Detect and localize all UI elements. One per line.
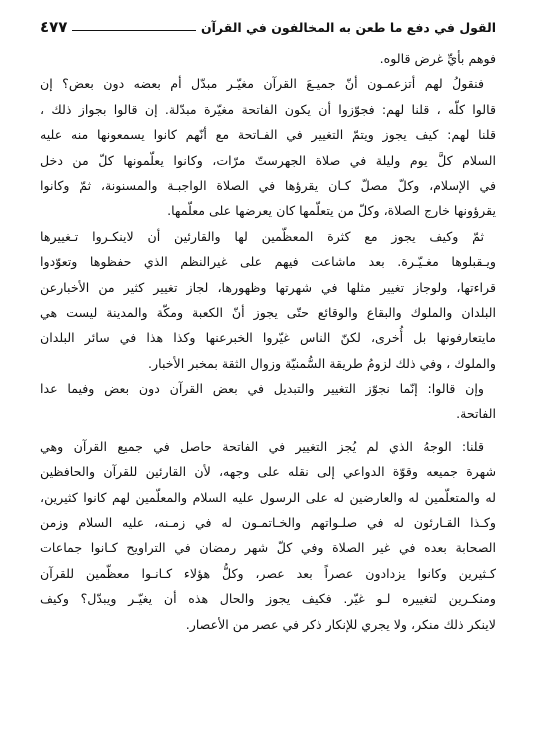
text-line: وإن قالوا: إنّما نجوّز التغيير والتبديل في بعض القرآن دون بعض وفيما عدا (40, 381, 484, 397)
text-line: قراءتها، ولوجاز تغيير مثلها في شهرتها وظهورها، لجاز تغيير كثير من الأخبارعن (40, 279, 496, 295)
text-line: السلام كلَّ يوم وليلة في صلاة الجهرستّ مرّات، وكانوا يعلّمونها كلّ من دخل (40, 152, 496, 168)
text-line: قالوا كلّه ، قلنا لهم: فجوّزوا أن يكون الفاتحة مغيّرة مبدّلة. إن قالوا بجواز ذلك ، (40, 101, 496, 117)
text-line: ومنكـرين لتغييره لـو غيّر. فكيف يجوز والحال هذه أن يغيّـر ويبدّل؟ وكيف (40, 591, 496, 607)
text-line: ثمّ وكيف يجوز مع كثرة المعظّمين لها والقارئين أن لاينكـروا تـغييرها (40, 228, 484, 244)
text-line: يقرؤونها خارج الصلاة، وكلّ من يتعلّمها كان يعرضها على معلّمها. (167, 203, 496, 219)
text-line: له والمتعلّمين له والعارضين له على الرسول عليه السلام والمعلّمين لهم كانوا كثيرين، (40, 489, 496, 505)
text-line: قلنا لهم: كيف يجوز ويتمّ التغيير في الفـاتحة مع أنّهم كانوا يسمعونها منه عليه (40, 127, 496, 143)
text-line: وكـذا القـارئون له في صلـواتهم والخـاتمـون له في زمـنه، عليه السلام وزمن (40, 515, 496, 531)
paragraph-gap (40, 427, 496, 434)
page-number: ٤٧٧ (40, 18, 68, 36)
running-header (40, 14, 496, 40)
text-line: ويـقبلوها مغـيّـرة. بعد ماشاعت فيهم على غيرالنظم الذي حفظوها وتعوّدوا (40, 254, 496, 270)
text-line: قلنا: الوجهُ الذي لم يُجز التغيير في الفاتحة حاصل في جميع القرآن وهي (40, 438, 484, 454)
text-line: لاينكر ذلك منكر، ولا يجري للإنكار ذكر في عصر من الأعصار. (185, 616, 496, 632)
text-line: شهرة جميعه وقوّة الدواعي إلى نقله على وجهه، لأن القارئين للقرآن والحافظين (40, 464, 496, 480)
text-line: مايتعارفونها بل أُخرى، لكنّ الناس غيّروا الخبرعنها وكذا هذا في سائر البلدان (40, 330, 496, 346)
body-text (40, 46, 496, 637)
text-line: كـثيرين وكانوا يزدادون عصراً بعد عصر، وكلُّ هؤلاء كـانـوا معظّمين للقرآن (40, 565, 496, 581)
text-line: في الإسلام، وكلّ مصلّ كـان يقرؤها في الصلاة الواجبـة والمسنونة، ثمّ وكانوا (40, 177, 496, 193)
text-line: الصحابة بعده في غير الصلاة وفي كلّ شهر رمضان في التراويح كـانوا جماعات (40, 540, 496, 556)
header-rule (72, 30, 196, 31)
text-line: فنقولُ لهم أتزعمـون أنّ جميـعَ القرآن مغيّـر مبدّل أم بعضه دون بعض؟ إن (40, 76, 484, 92)
text-line: البلدان والملوك والبقاع والوقائع حتّى يجوز أنّ الكعبة ومكّة والمدينة ليست هي (40, 304, 496, 320)
text-line: والملوك ، وفي ذلك لزومُ طريقة السُّمنيّة وزوال الثقة بمخبر الأخبار. (148, 355, 496, 371)
text-line: فوهم بأيِّ غرض قالوه. (379, 51, 496, 66)
text-line: الفاتحة. (456, 406, 496, 422)
header-title: القول في دفع ما طعن به المخالفون في القرآن (200, 19, 496, 35)
